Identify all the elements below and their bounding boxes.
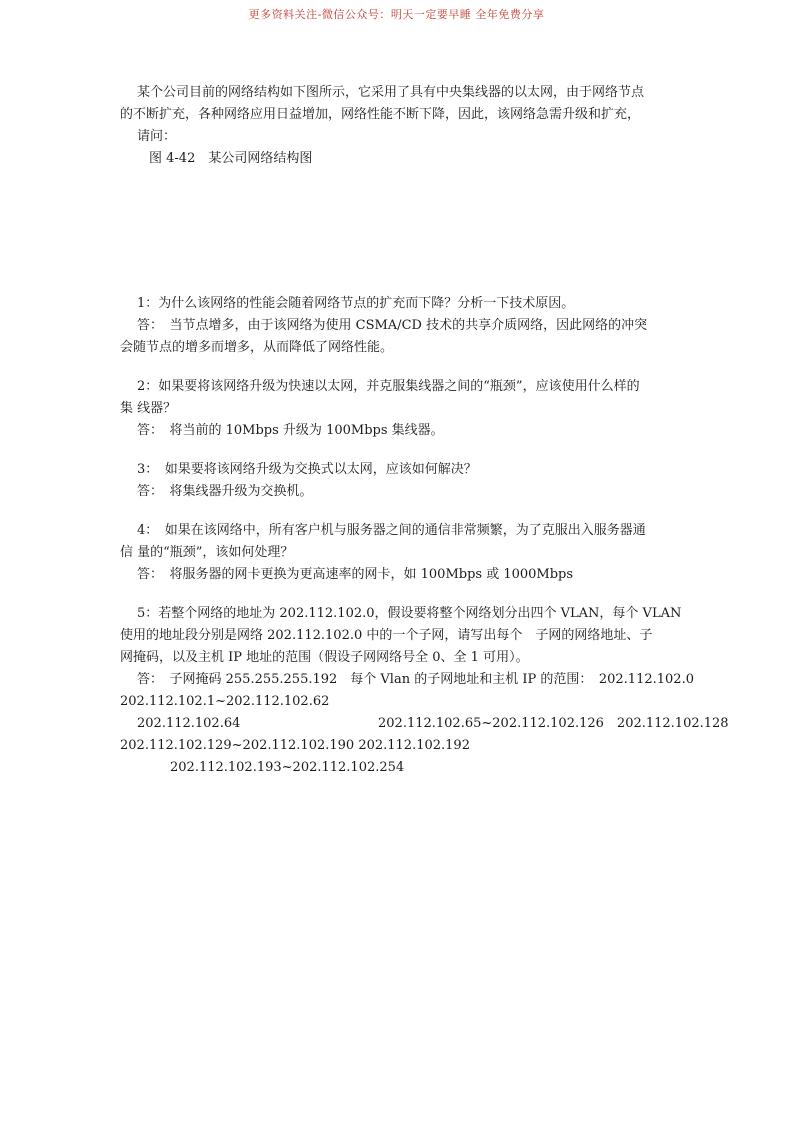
q5-answer-line-1: 答： 子网掩码 255.255.255.192 每个 Vlan 的子网地址和主机 IP 的范围： 202.112.102.0 xyxy=(137,672,694,687)
q5-answer-line-3b: 202.112.102.65~202.112.102.126 202.112.102.128 xyxy=(378,716,729,731)
figure-caption: 图 4-42 某公司网络结构图 xyxy=(149,151,313,166)
intro-line-1: 某个公司目前的网络结构如下图所示，它采用了具有中央集线器的以太网，由于网络节点 xyxy=(137,85,645,100)
q5-question-line-1: 5：若整个网络的地址为 202.112.102.0，假设要将整个网络划分出四个 VLAN，每个 VLAN xyxy=(137,606,682,621)
q5-answer-line-3a: 202.112.102.64 xyxy=(137,716,241,731)
q4-question-line-2: 信 量的“瓶颈”，该如何处理？ xyxy=(120,545,294,560)
q4-question-line-1: 4： 如果在该网络中，所有客户机与服务器之间的通信非常频繁，为了克服出入服务器通 xyxy=(137,523,646,538)
intro-line-2: 的不断扩充，各种网络应用日益增加，网络性能不断下降，因此，该网络急需升级和扩充， xyxy=(120,107,641,122)
q2-question-line-2: 集 线器？ xyxy=(120,401,177,416)
q5-question-line-2: 使用的地址段分别是网络 202.112.102.0 中的一个子网，请写出每个 子网的网络地址、子 xyxy=(120,628,653,643)
q5-answer-line-2: 202.112.102.1~202.112.102.62 xyxy=(120,694,330,709)
q5-answer-line-4: 202.112.102.129~202.112.102.190 202.112.102.192 xyxy=(120,738,470,753)
q1-answer-line-2: 会随节点的增多而增多，从而降低了网络性能。 xyxy=(120,340,394,355)
q2-question-line-1: 2：如果要将该网络升级为快速以太网，并克服集线器之间的“瓶颈”，应该使用什么样的 xyxy=(137,379,640,394)
q3-answer: 答： 将集线器升级为交换机。 xyxy=(137,484,313,499)
q1-answer-line-1: 答： 当节点增多，由于该网络为使用 CSMA/CD 技术的共享介质网络，因此网络的冲突 xyxy=(137,318,648,333)
header-banner: 更多资料关注-微信公众号：明天一定要早睡 全年免费分享 xyxy=(248,8,545,21)
q5-answer-line-5: 202.112.102.193~202.112.102.254 xyxy=(170,760,405,775)
q2-answer: 答： 将当前的 10Mbps 升级为 100Mbps 集线器。 xyxy=(137,423,444,438)
q5-question-line-3: 网掩码，以及主机 IP 地址的范围（假设子网网络号全 0、全 1 可用）。 xyxy=(120,650,529,665)
q1-question: 1：为什么该网络的性能会随着网络节点的扩充而下降？分析一下技术原因。 xyxy=(137,296,575,311)
q4-answer: 答： 将服务器的网卡更换为更高速率的网卡，如 100Mbps 或 1000Mbps xyxy=(137,567,574,582)
intro-line-3: 请问： xyxy=(137,129,177,144)
q3-question: 3： 如果要将该网络升级为交换式以太网，应该如何解决？ xyxy=(137,462,477,477)
